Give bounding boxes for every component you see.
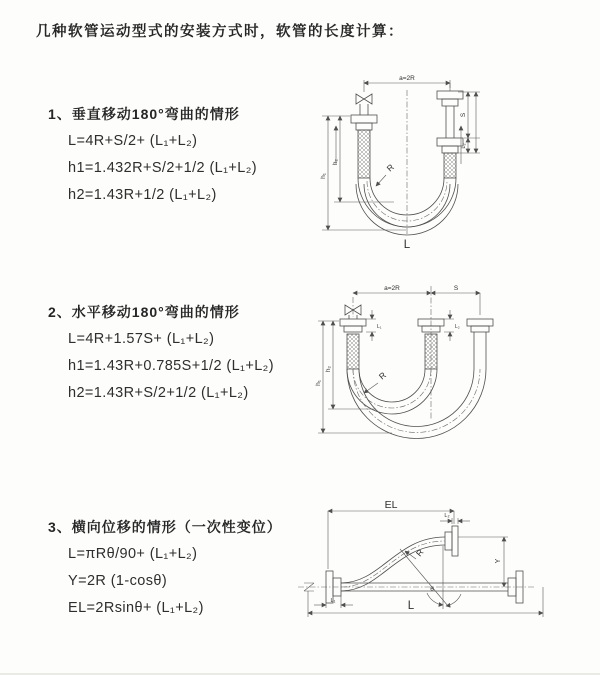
section-2-heading: 2、水平移动180°弯曲的情形 — [48, 304, 240, 320]
section-horizontal-movement — [48, 302, 274, 412]
dim-s-label: S — [453, 285, 459, 292]
left-fitting — [351, 115, 377, 178]
radius-label: R — [413, 547, 426, 559]
radius-label: R — [376, 369, 388, 382]
right-fitting — [437, 83, 463, 178]
formula-line: h1=1.432R+S/2+1/2 (L₁+L₂) — [68, 160, 258, 176]
length-label: L — [403, 239, 411, 251]
formula-line: L=πRθ/90+ (L₁+L₂) — [68, 546, 198, 562]
page-title: 几种软管运动型式的安装方式时，软管的长度计算： — [36, 24, 404, 40]
angle-theta-label: θ — [430, 586, 434, 593]
dim-l2-label: L₂ — [444, 513, 450, 519]
dim-l2-label: L₂ — [461, 143, 467, 149]
dim-h1-label: h₁ — [320, 173, 327, 179]
dim-h1-label: h₁ — [315, 380, 322, 386]
section-3-heading: 3、横向位移的情形（一次性变位） — [48, 519, 282, 535]
diagram-lateral-displacement — [296, 491, 596, 653]
dim-a2r-label: a=2R — [399, 75, 415, 82]
dim-l1 — [314, 596, 353, 608]
formula-line: Y=2R (1-cosθ) — [68, 573, 168, 589]
dim-a2r — [364, 75, 450, 92]
right-fitting-moved — [467, 319, 493, 369]
formula-line: h2=1.43R+1/2 (L₁+L₂) — [68, 187, 217, 203]
diagram-horizontal-u-bend — [306, 281, 591, 461]
radius-label: R — [384, 161, 396, 174]
dim-h2-label: h₂ — [325, 365, 332, 373]
valve-icon — [356, 94, 372, 115]
dim-el-label: EL — [384, 499, 398, 511]
formula-line: h1=1.43R+0.785S+1/2 (L₁+L₂) — [68, 358, 274, 374]
dim-l2 — [444, 310, 460, 341]
top-right-flange — [445, 526, 458, 556]
dim-y-label: Y — [495, 558, 502, 564]
formula-line: L=4R+1.57S+ (L₁+L₂) — [68, 331, 215, 347]
section-lateral-displacement — [48, 517, 282, 627]
dim-l2 — [440, 513, 470, 524]
dim-l1-label: L₁ — [330, 598, 336, 604]
section-vertical-movement — [48, 104, 257, 214]
dim-a2r-label: a=2R — [384, 285, 400, 292]
formula-line: h2=1.43R+S/2+1/2 (L₁+L₂) — [68, 385, 249, 401]
formula-line: L=4R+S/2+ (L₁+L₂) — [68, 133, 198, 149]
dim-h2-label: h₂ — [332, 158, 339, 166]
dim-l-label: L — [407, 600, 415, 612]
dim-s-label: S — [460, 112, 467, 118]
dim-l1 — [366, 310, 382, 341]
dim-y — [458, 537, 508, 587]
diagram-vertical-u-bend — [306, 68, 576, 256]
section-1-heading: 1、垂直移动180°弯曲的情形 — [48, 106, 240, 122]
radius-callout — [364, 370, 388, 393]
dim-l2-label: L₂ — [455, 324, 460, 330]
dim-l1-label: L₁ — [377, 324, 382, 330]
dim-s-l2 — [457, 92, 480, 153]
radius-callout — [376, 162, 396, 186]
formula-line: EL=2Rsinθ+ (L₁+L₂) — [68, 600, 204, 616]
left-fitting — [340, 319, 366, 369]
hose-u-bends — [347, 369, 486, 439]
